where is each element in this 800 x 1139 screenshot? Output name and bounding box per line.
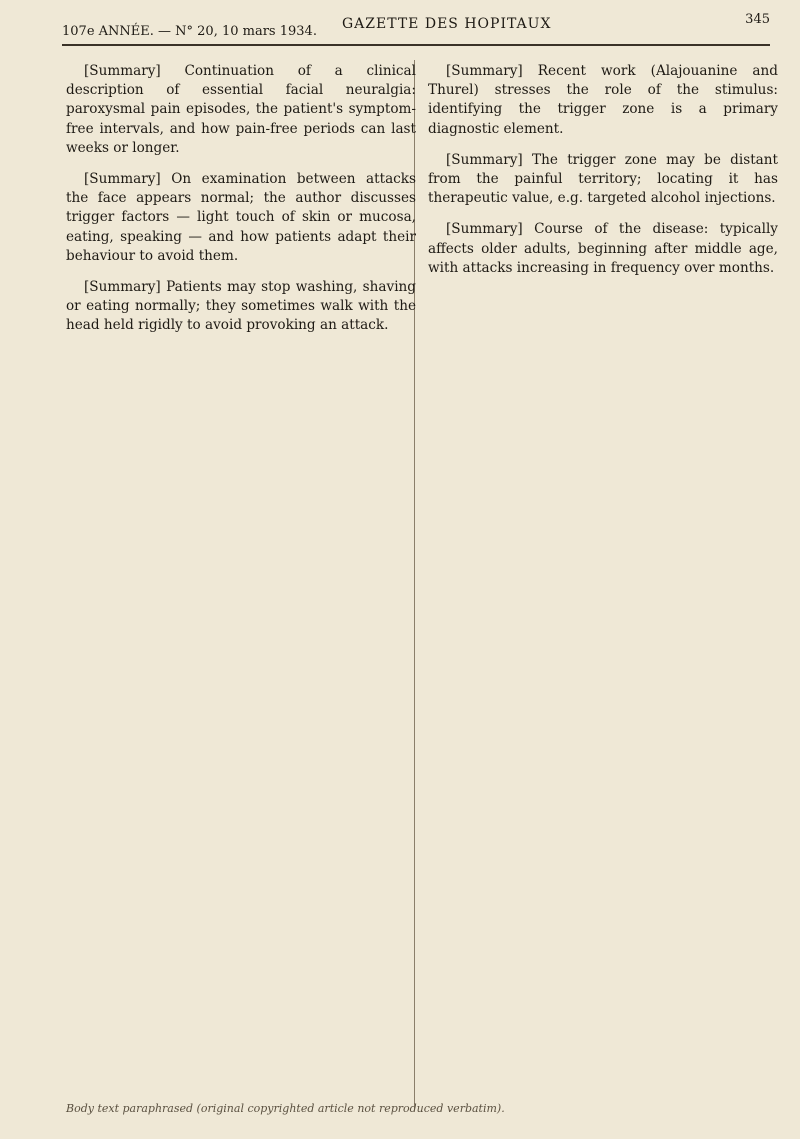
paragraph: [Summary] Recent work (Alajouanine and Thurel) stresses the role of the stimulus: identifying the trigger zone is a primary diagnostic element.: [428, 63, 778, 137]
paragraph: [Summary] Patients may stop washing, shaving or eating normally; they sometimes walk with the head held rigidly to avoid provoking an attack.: [66, 279, 416, 334]
header-rule: [62, 44, 770, 46]
paragraph: [Summary] Continuation of a clinical description of essential facial neuralgia: paroxysmal pain episodes, the patient's symptom-free intervals, and how pain-free periods can last weeks or longer.: [66, 63, 416, 156]
right-column: [428, 62, 778, 290]
left-column: [66, 62, 416, 348]
journal-title: GAZETTE DES HOPITAUX: [342, 16, 552, 32]
page-header: [62, 12, 770, 48]
issue-info: 107e ANNÉE. — N° 20, 10 mars 1934.: [62, 24, 317, 39]
paraphrase-note: Body text paraphrased (original copyrighted article not reproduced verbatim).: [66, 1102, 505, 1115]
paragraph: [Summary] The trigger zone may be distant from the painful territory; locating it has therapeutic value, e.g. targeted alcohol injections.: [428, 151, 778, 207]
paragraph: [Summary] On examination between attacks the face appears normal; the author discusses trigger factors — light touch of skin or mucosa, eating, speaking — and how patients adapt their behaviour to avoid them.: [66, 171, 416, 264]
page-number: 345: [745, 12, 770, 27]
paragraph: [Summary] Course of the disease: typically affects older adults, beginning after middle age, with attacks increasing in frequency over months.: [428, 221, 778, 276]
